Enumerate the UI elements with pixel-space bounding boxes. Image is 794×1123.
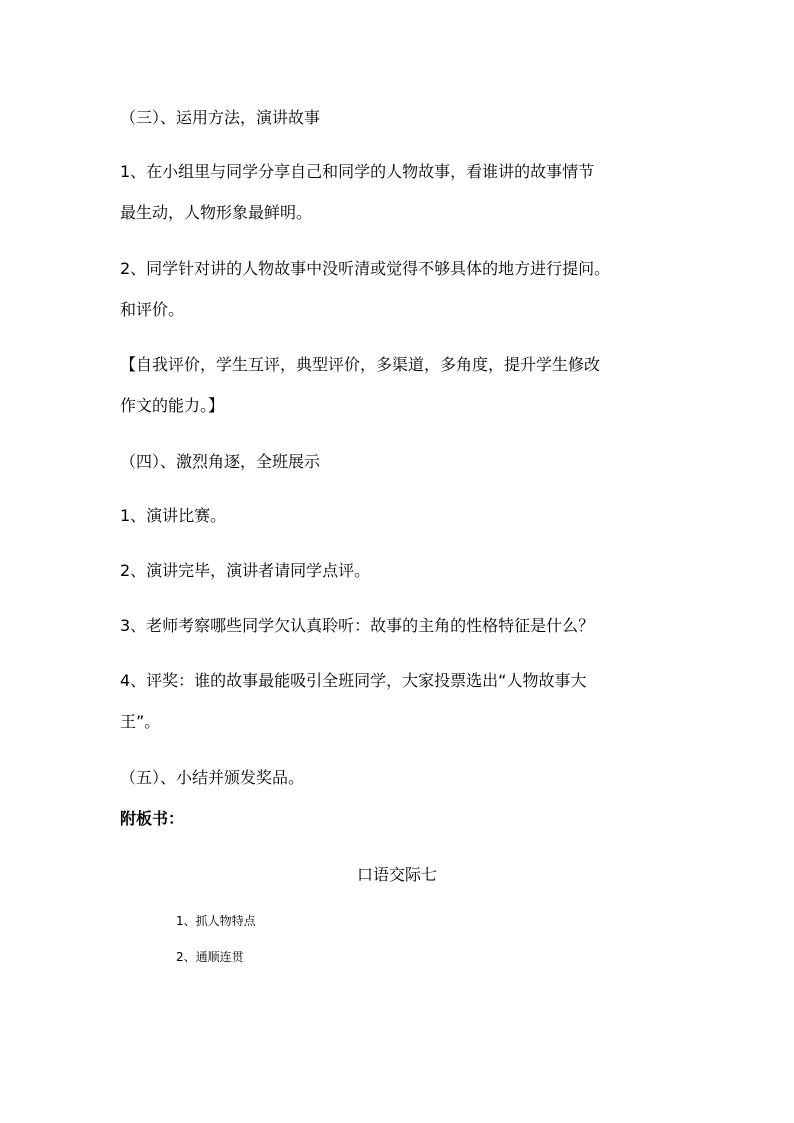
board-point-1: 1、抓人物特点 xyxy=(176,914,256,928)
section3-item1-line1: 1、在小组里与同学分享自己和同学的人物故事，看谁讲的故事情节 xyxy=(120,162,595,181)
section4-heading: （四）、激烈角逐，全班展示 xyxy=(120,452,321,471)
section3-note-line2: 作文的能力。】 xyxy=(120,396,225,415)
section4-item2: 2、演讲完毕，演讲者请同学点评。 xyxy=(120,561,371,580)
section3-note-line1: 【自我评价，学生互评，典型评价，多渠道，多角度，提升学生修改 xyxy=(120,355,601,374)
board-point-2: 2、通顺连贯 xyxy=(176,950,244,964)
section4-item3: 3、老师考察哪些同学欠认真聆听：故事的主角的性格特征是什么？ xyxy=(120,616,595,635)
section4-item1: 1、演讲比赛。 xyxy=(120,506,227,525)
section3-item2-line2: 和评价。 xyxy=(120,300,185,319)
board-title: 口语交际七 xyxy=(356,865,437,884)
section4-item4-line2: 王”。 xyxy=(120,712,161,731)
section5-heading: （五）、小结并颁发奖品。 xyxy=(120,768,305,787)
section3-item2-line1: 2、同学针对讲的人物故事中没听清或觉得不够具体的地方进行提问。 xyxy=(120,259,611,278)
board-label: 附板书： xyxy=(120,809,185,828)
section3-item1-line2: 最生动，人物形象最鲜明。 xyxy=(120,203,313,222)
section4-item4-line1: 4、评奖：谁的故事最能吸引全班同学，大家投票选出“人物故事大 xyxy=(120,671,587,690)
section3-heading: （三）、运用方法，演讲故事 xyxy=(120,108,321,127)
